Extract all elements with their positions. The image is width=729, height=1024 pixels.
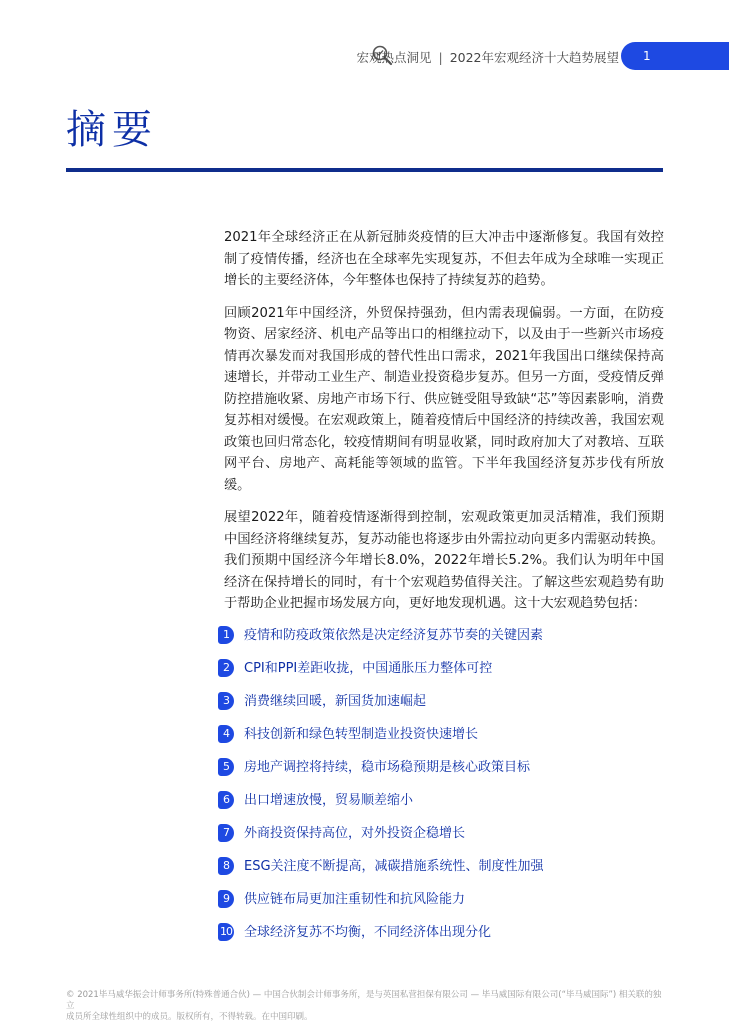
- title-divider: [66, 168, 663, 172]
- trend-text: 消费继续回暖，新国货加速崛起: [244, 693, 427, 709]
- header-separator: |: [438, 50, 443, 65]
- summary-content: [220, 227, 664, 956]
- trend-item: [218, 758, 664, 791]
- trend-text: 科技创新和绿色转型制造业投资快速增长: [244, 726, 479, 742]
- trend-number-badge: 1: [218, 626, 234, 644]
- trend-number-badge: 3: [218, 692, 234, 710]
- trend-text: 供应链布局更加注重韧性和抗风险能力: [244, 891, 466, 907]
- trend-text: 出口增速放慢，贸易顺差缩小: [244, 792, 414, 808]
- trend-item: [218, 890, 664, 923]
- trend-number-badge: 9: [218, 890, 234, 908]
- trend-item: [218, 692, 664, 725]
- trend-text: CPI和PPI差距收拢，中国通胀压力整体可控: [244, 660, 493, 676]
- trend-item: [218, 725, 664, 758]
- trend-item: [218, 824, 664, 857]
- summary-paragraph-1: 2021年全球经济正在从新冠肺炎疫情的巨大冲击中逐渐修复。我国有效控制了疫情传播，经济也在全球率先实现复苏，不但去年成为全球唯一实现正增长的主要经济体，今年整体也保持了持续复苏的趋势。: [224, 230, 664, 288]
- summary-paragraph-2: 回顾2021年中国经济，外贸保持强劲，但内需表现偏弱。一方面，在防疫物资、居家经济、机电产品等出口的相继拉动下，以及由于一些新兴市场疫情再次暴发而对我国形成的替代性出口需求，2021年我国出口继续保持高速增长，并带动工业生产、制造业投资稳步复苏。但另一方面，受疫情反弹防控措施收紧、房地产市场下行、供应链受阻导致缺“芯”等因素影响，消费复苏相对缓慢。在宏观政策上，随着疫情后中国经济的持续改善，我国宏观政策也回归常态化，较疫情期间有明显收紧，同时政府加大了对教培、互联网平台、房地产、高耗能等领域的监管。下半年我国经济复苏步伐有所放缓。: [224, 305, 664, 493]
- trend-text: 疫情和防疫政策依然是决定经济复苏节奏的关键因素: [244, 627, 544, 643]
- trend-number-badge: 7: [218, 824, 234, 842]
- footer-line-1: © 2021毕马威华振会计师事务所(特殊普通合伙) — 中国合伙制会计师事务所，是与英国私营担保有限公司 — 毕马威国际有限公司(“毕马威国际”) 相关联的独立: [66, 990, 662, 1011]
- trend-item: [218, 923, 664, 956]
- trend-number-badge: 10: [218, 923, 234, 941]
- footer-line-2: 成员所全球性组织中的成员。版权所有，不得转载。在中国印刷。: [66, 1012, 313, 1022]
- trend-item: [218, 857, 664, 890]
- summary-paragraph-3: 展望2022年，随着疫情逐渐得到控制，宏观政策更加灵活精准，我们预期中国经济将继续复苏，复苏动能也将逐步由外需拉动向更多内需驱动转换。我们预期中国经济今年增长8.0%，2022年增长5.2%。我们认为明年中国经济在保持增长的同时，有十个宏观趋势值得关注。了解这些宏观趋势有助于帮助企业把握市场发展方向，更好地发现机遇。这十大宏观趋势包括：: [224, 510, 664, 611]
- header-report-title: 2022年宏观经济十大趋势展望: [449, 50, 619, 65]
- header-brand: 宏观热点洞见: [356, 50, 432, 65]
- trend-number-badge: 6: [218, 791, 234, 809]
- page-title: 摘要: [66, 107, 158, 153]
- trend-number-badge: 8: [218, 857, 234, 875]
- page-number-tab: [621, 42, 729, 70]
- trend-item: [218, 626, 664, 659]
- trend-text: 房地产调控将持续，稳市场稳预期是核心政策目标: [244, 759, 531, 775]
- trend-number-badge: 4: [218, 725, 234, 743]
- trend-item: [218, 659, 664, 692]
- trend-number-badge: 2: [218, 659, 234, 677]
- page-number: 1: [643, 49, 651, 63]
- trend-text: 全球经济复苏不均衡，不同经济体出现分化: [244, 924, 492, 940]
- trend-item: [218, 791, 664, 824]
- trend-number-badge: 5: [218, 758, 234, 776]
- trend-text: 外商投资保持高位，对外投资企稳增长: [244, 825, 466, 841]
- copyright-footer: [66, 990, 666, 1023]
- trend-list: [218, 626, 664, 956]
- trend-text: ESG关注度不断提高，减碳措施系统性、制度性加强: [244, 858, 544, 874]
- header-text: [356, 48, 619, 66]
